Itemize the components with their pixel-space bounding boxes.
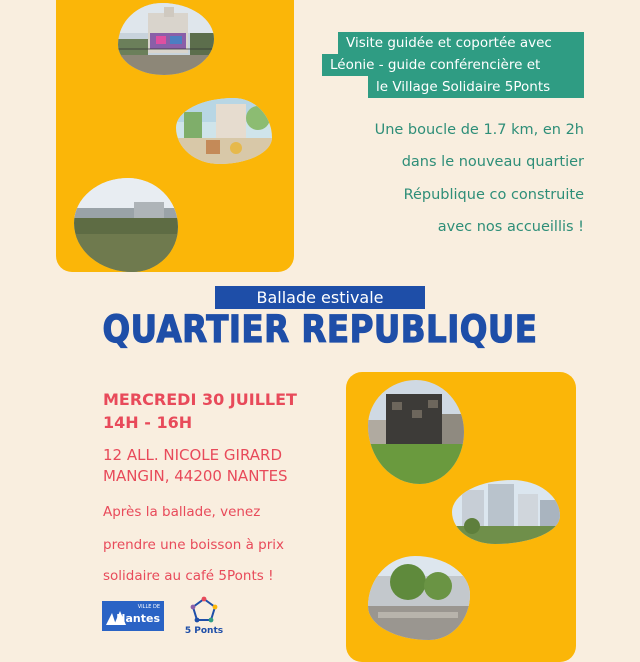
photo-graffiti-building — [118, 3, 214, 75]
five-ponts-pentagon-icon — [182, 596, 226, 624]
after-text-line-2: prendre une boisson à prix — [103, 537, 284, 553]
nantes-logo-small-text: VILLE DE — [137, 604, 160, 610]
description-line-1: Une boucle de 1.7 km, en 2h — [374, 122, 584, 138]
description-line-3: République co construite — [403, 187, 584, 203]
event-time: 14H - 16H — [103, 413, 193, 432]
five-ponts-logo — [182, 596, 226, 636]
photo-illustration-garden — [176, 98, 272, 164]
five-ponts-logo-text: 5 Ponts — [184, 626, 224, 636]
address-line-2: MANGIN, 44200 NANTES — [103, 467, 288, 485]
subtitle-banner: Ballade estivale — [215, 286, 425, 309]
photo-trees-square — [368, 556, 470, 640]
after-text-line-3: solidaire au café 5Ponts ! — [103, 568, 274, 584]
photo-residential-towers — [452, 480, 560, 544]
nantes-logo-text: Nantes — [116, 612, 160, 625]
description-line-2: dans le nouveau quartier — [401, 154, 584, 170]
guided-visit-info — [322, 32, 584, 102]
main-title: QUARTIER REPUBLIQUE — [102, 308, 538, 351]
info-line-2: Léonie - guide conférencière et — [322, 54, 584, 76]
address-line-1: 12 ALL. NICOLE GIRARD — [103, 446, 282, 464]
description-line-4: avec nos accueillis ! — [437, 219, 584, 235]
after-text-line-1: Après la ballade, venez — [103, 504, 261, 520]
nantes-logo — [102, 601, 164, 631]
info-line-1: Visite guidée et coportée avec — [338, 32, 584, 54]
info-line-3: le Village Solidaire 5Ponts — [368, 76, 584, 98]
event-date: MERCREDI 30 JUILLET — [103, 390, 297, 409]
